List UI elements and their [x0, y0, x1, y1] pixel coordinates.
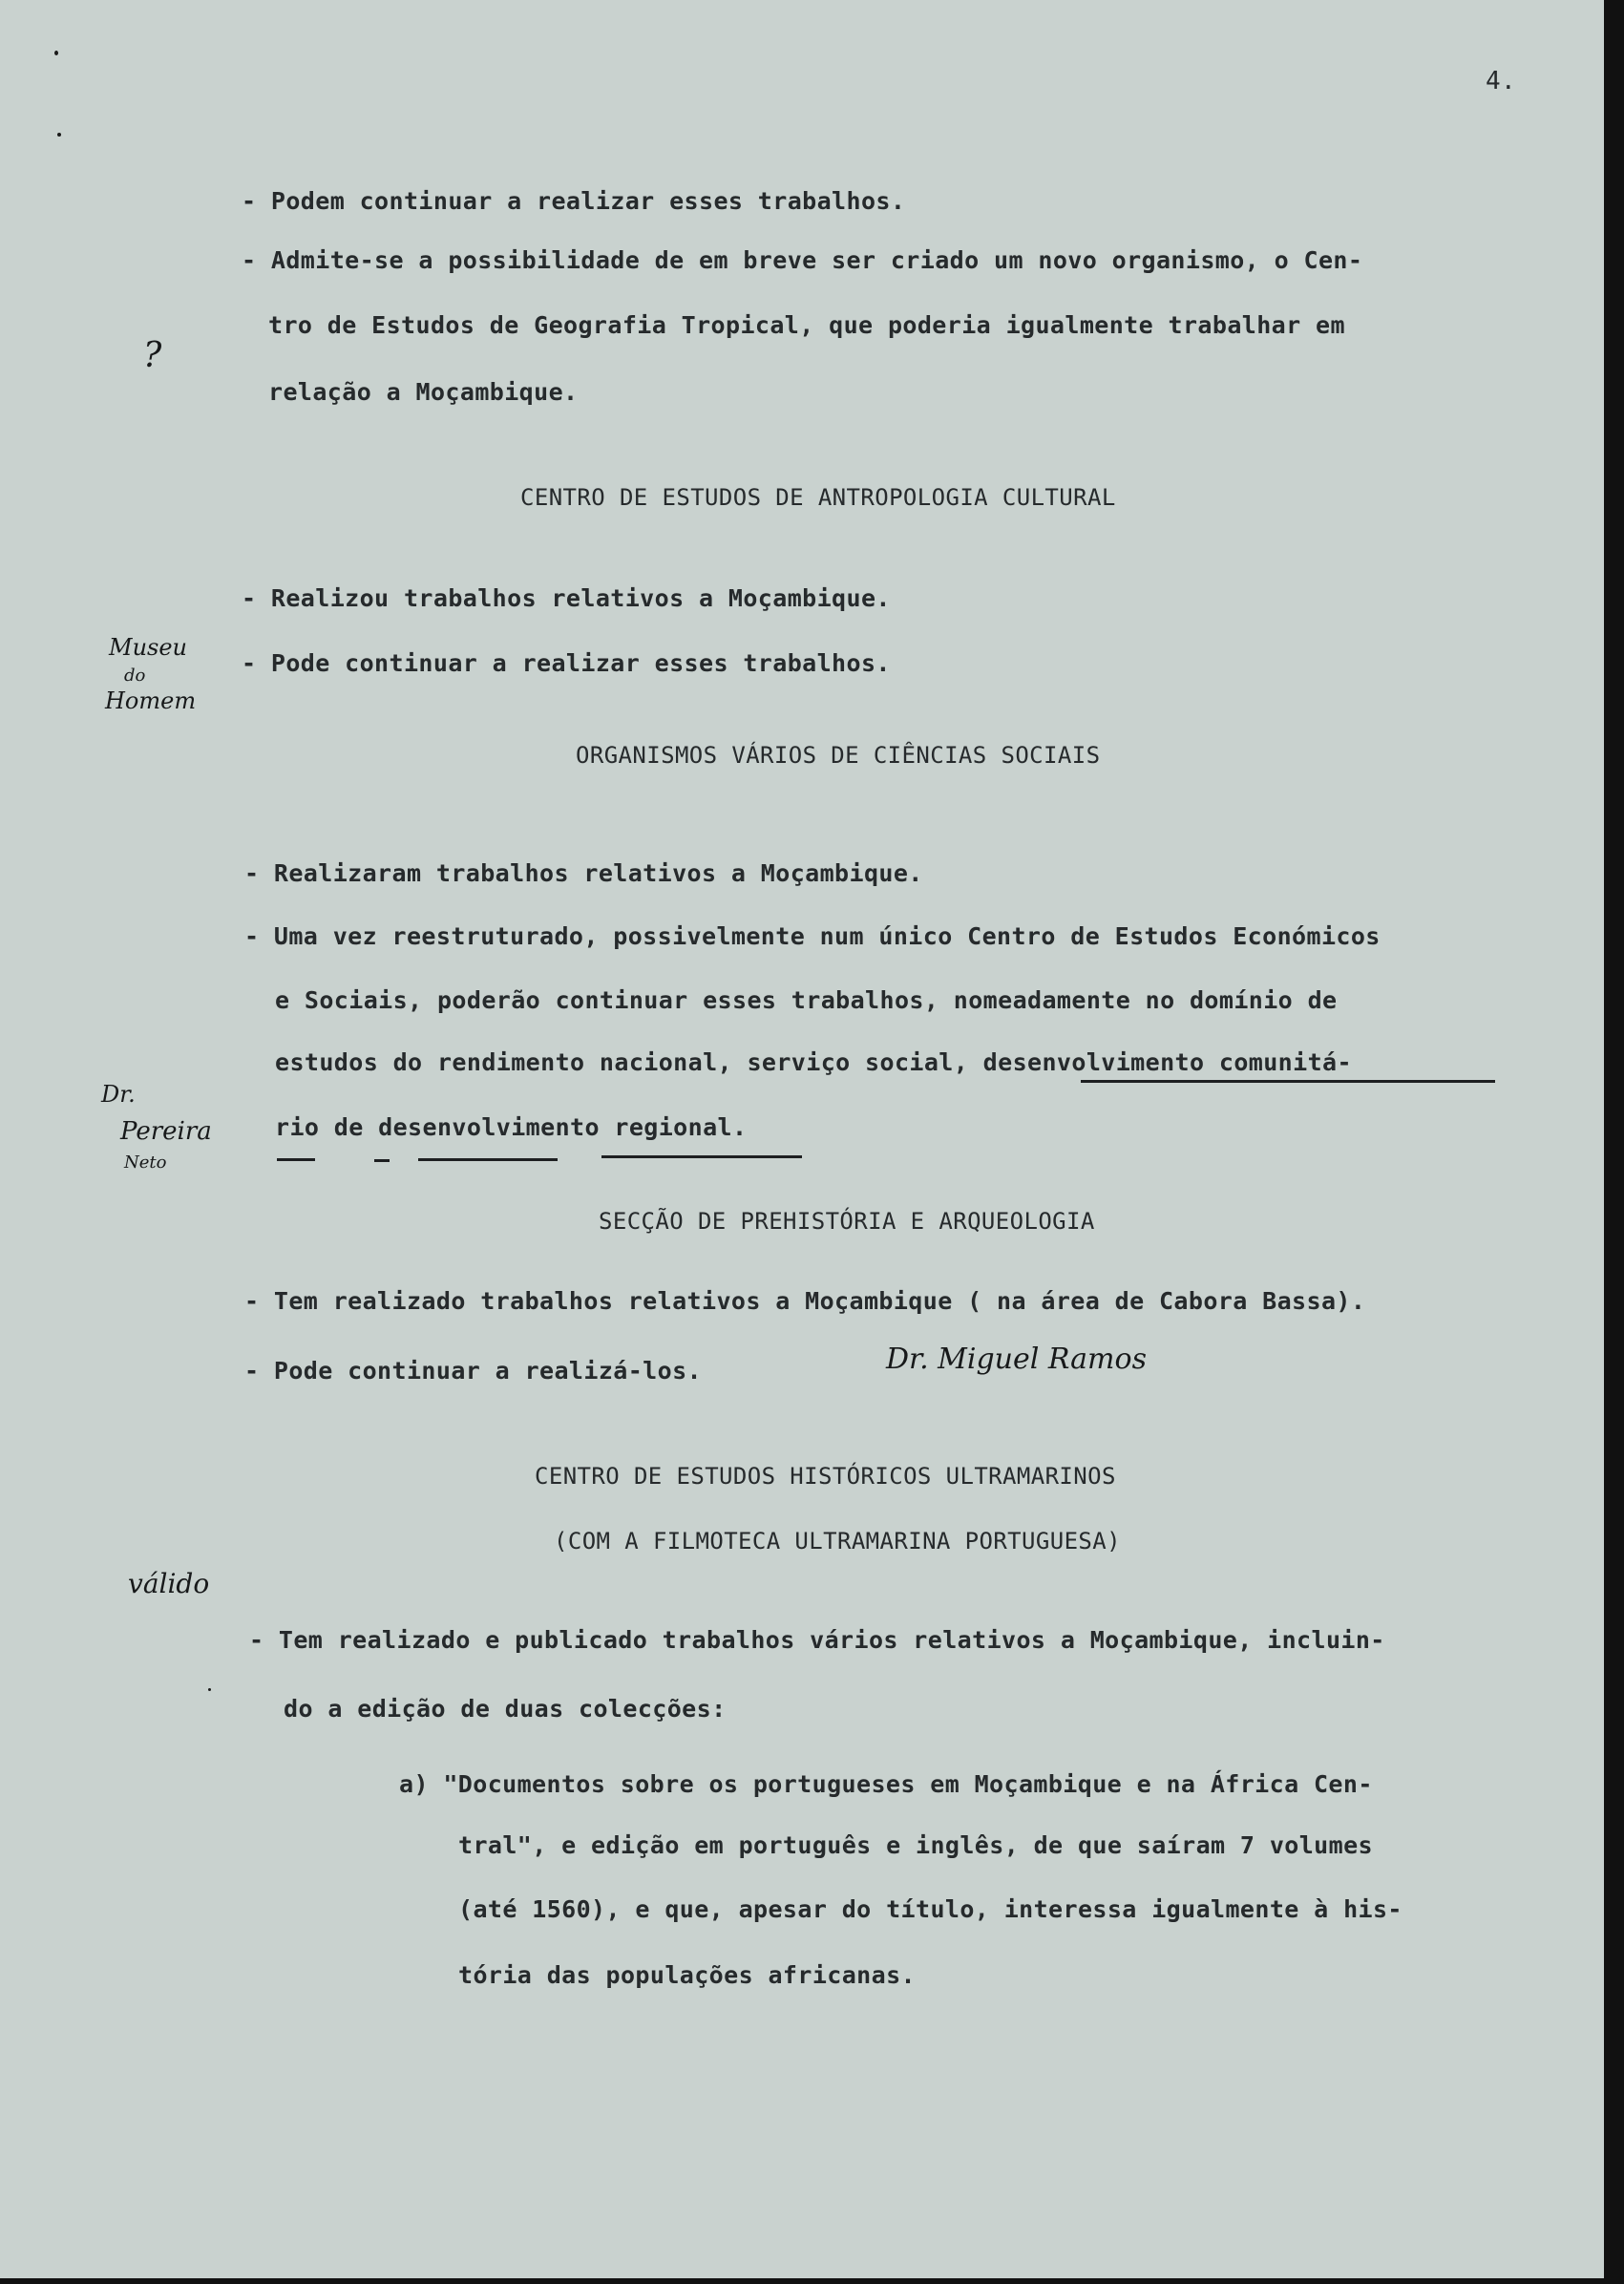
text-line: - Realizaram trabalhos relativos a Moçambique. [244, 859, 923, 887]
handwritten-underline [374, 1159, 390, 1162]
handwritten-note-line: válido [128, 1568, 210, 1599]
text-line: - Podem continuar a realizar esses trabalhos. [242, 187, 906, 215]
scan-speck [57, 133, 61, 137]
text-line: do a edição de duas colecções: [284, 1695, 727, 1723]
text-line: - Realizou trabalhos relativos a Moçambique. [242, 584, 891, 612]
handwritten-name: Dr. Miguel Ramos [886, 1343, 1147, 1376]
text-line: - Tem realizado e publicado trabalhos vários relativos a Moçambique, incluin- [249, 1626, 1385, 1654]
text-line: tro de Estudos de Geografia Tropical, que poderia igualmente trabalhar em [268, 311, 1345, 339]
handwritten-note-line: do [124, 666, 146, 686]
handwritten-question-mark: ? [143, 336, 162, 375]
section-heading: ORGANISMOS VÁRIOS DE CIÊNCIAS SOCIAIS [576, 742, 1101, 769]
handwritten-note-line: Dr. [101, 1081, 136, 1108]
handwritten-underline [1081, 1080, 1495, 1083]
text-line: relação a Moçambique. [268, 378, 579, 406]
text-line: e Sociais, poderão continuar esses trabalhos, nomeadamente no domínio de [275, 986, 1338, 1014]
handwritten-note-line: Neto [124, 1153, 167, 1173]
text-line: (até 1560), e que, apesar do título, interessa igualmente à his- [458, 1895, 1403, 1923]
page-number: 4. [1486, 67, 1517, 95]
text-line: estudos do rendimento nacional, serviço social, desenvolvimento comunitá- [275, 1048, 1352, 1076]
handwritten-note-line: Homem [105, 687, 197, 714]
scan-border-right [1604, 0, 1624, 2284]
handwritten-underline [277, 1158, 315, 1161]
text-line: tral", e edição em português e inglês, de que saíram 7 volumes [458, 1831, 1373, 1859]
text-line: - Uma vez reestruturado, possivelmente num único Centro de Estudos Económicos [244, 922, 1381, 950]
handwritten-note-line: Pereira [120, 1117, 212, 1146]
section-heading: CENTRO DE ESTUDOS HISTÓRICOS ULTRAMARINOS [535, 1463, 1116, 1490]
text-line: tória das populações africanas. [458, 1961, 916, 1989]
handwritten-underline [418, 1158, 558, 1161]
text-line: a) "Documentos sobre os portugueses em Moçambique e na África Cen- [399, 1770, 1373, 1798]
text-line: - Pode continuar a realizá-los. [244, 1357, 702, 1385]
scan-speck [208, 1688, 211, 1691]
text-line: - Admite-se a possibilidade de em breve ser criado um novo organismo, o Cen- [242, 246, 1363, 274]
text-line: - Pode continuar a realizar esses trabalhos. [242, 649, 891, 677]
handwritten-underline [601, 1155, 802, 1158]
text-line: - Tem realizado trabalhos relativos a Moçambique ( na área de Cabora Bassa). [244, 1287, 1366, 1315]
scan-speck [54, 51, 58, 55]
scan-border-bottom [0, 2278, 1624, 2284]
handwritten-note-line: Museu [109, 634, 188, 661]
section-heading: CENTRO DE ESTUDOS DE ANTROPOLOGIA CULTURAL [520, 484, 1116, 511]
section-heading: (COM A FILMOTECA ULTRAMARINA PORTUGUESA) [554, 1528, 1121, 1554]
text-line: rio de desenvolvimento regional. [275, 1113, 748, 1141]
section-heading: SECÇÃO DE PREHISTÓRIA E ARQUEOLOGIA [599, 1208, 1095, 1235]
